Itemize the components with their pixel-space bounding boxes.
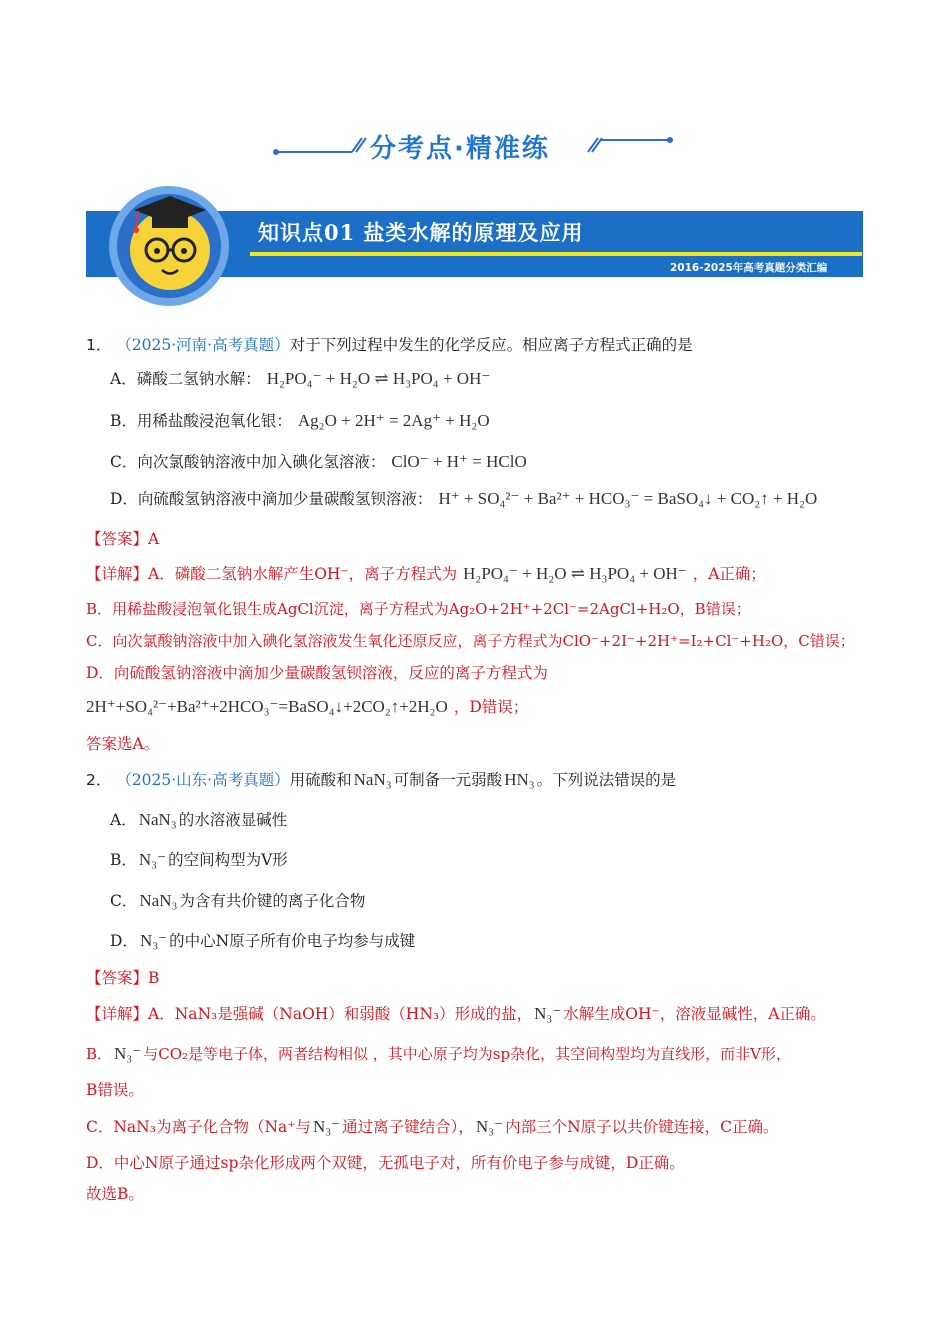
option-label: C．	[110, 892, 138, 910]
q1-conclusion: 答案选A。	[86, 735, 160, 753]
banner-title: 知识点01 盐类水解的原理及应用	[258, 220, 584, 245]
detail-text: 内部三个N原子以共价键连接，C正确。	[505, 1118, 779, 1136]
q2-option-b	[110, 849, 288, 871]
option-label: D．向硫酸氢钠溶液中滴加少量碳酸氢钡溶液：	[110, 490, 433, 508]
question-source: （2025·河南·高考真题）	[116, 336, 290, 354]
q1-option-b	[110, 410, 496, 432]
option-formula: NaN₃	[138, 810, 177, 829]
question-text: 用硫酸和	[289, 771, 352, 789]
q2-conclusion: 故选B。	[86, 1185, 144, 1203]
q1-answer: 【答案】A	[86, 530, 160, 548]
detail-text: ，D错误；	[453, 698, 529, 716]
option-formula: N₃⁻	[139, 931, 168, 950]
option-formula: N₃⁻	[138, 850, 167, 869]
q1-detail-a	[86, 563, 766, 585]
option-text: 的中心N原子所有价电子均参与成键	[169, 932, 416, 950]
detail-formula: H₂PO₄⁻ + H₂O ⇌ H₃PO₄ + OH⁻	[463, 564, 687, 583]
question-formula: NaN₃	[353, 770, 392, 789]
q1-option-d	[110, 488, 823, 510]
option-text: 的空间构型为V形	[168, 851, 288, 869]
question-number: 2．	[86, 771, 112, 789]
q2-answer: 【答案】B	[86, 969, 160, 987]
detail-formula: N₃⁻	[475, 1117, 504, 1136]
question-text: 可制备一元弱酸	[393, 771, 503, 789]
option-label: A．磷酸二氢钠水解：	[110, 370, 261, 388]
option-label: B．用稀盐酸浸泡氧化银：	[110, 412, 292, 430]
q2-option-a	[110, 809, 287, 831]
detail-text: 通过离子键结合），	[342, 1118, 474, 1136]
q2-detail-b	[86, 1043, 791, 1065]
option-text: 为含有共价键的离子化合物	[179, 892, 366, 910]
page-title: 分考点·精准练	[370, 134, 550, 164]
q2-detail-b-cont: B错误。	[86, 1081, 144, 1099]
option-text: 的水溶液显碱性	[178, 811, 288, 829]
detail-text: C．NaN₃为离子化合物（Na⁺与	[86, 1118, 311, 1136]
question-formula: HN₃	[504, 770, 535, 789]
detail-text: B．	[86, 1045, 113, 1063]
detail-formula: N₃⁻	[312, 1117, 341, 1136]
detail-text: 与CO₂是等电子体，两者结构相似 ，其中心原子均为sp杂化，其空间构型均为直线形，而非V形，	[143, 1045, 791, 1063]
question-source: （2025·山东·高考真题）	[116, 771, 290, 789]
option-label: D．	[110, 932, 138, 950]
q1-detail-c: C．向次氯酸钠溶液中加入碘化氢溶液发生氧化还原反应，离子方程式为ClO⁻+2I⁻+2H⁺=I₂+Cl⁻+H₂O，C错误；	[86, 632, 855, 650]
detail-text: 【详解】A．磷酸二氢钠水解产生OH⁻，离子方程式为	[86, 565, 458, 583]
q1-option-a	[110, 368, 496, 390]
detail-formula: 2H⁺+SO₄²⁻+Ba²⁺+2HCO₃⁻=BaSO₄↓+2CO₂↑+2H₂O	[86, 697, 448, 716]
option-formula: H₂PO₄⁻ + H₂O ⇌ H₃PO₄ + OH⁻	[266, 369, 491, 388]
detail-text: 水解生成OH⁻，溶液显碱性，A正确。	[563, 1005, 826, 1023]
q2-detail-c	[86, 1116, 779, 1138]
question-1-stem	[86, 334, 693, 356]
option-formula: H⁺ + SO₄²⁻ + Ba²⁺ + HCO₃⁻ = BaSO₄↓ + CO₂↑ + H₂O	[438, 489, 818, 508]
question-text: 。下列说法错误的是	[536, 771, 677, 789]
question-2-stem	[86, 769, 676, 791]
banner-subtitle: 2016-2025年高考真题分类汇编	[670, 262, 828, 274]
option-label: B．	[110, 851, 137, 869]
q2-detail-d: D．中心N原子通过sp杂化形成两个双键，无孤电子对，所有价电子参与成键，D正确。	[86, 1154, 685, 1172]
detail-formula: N₃⁻	[534, 1004, 562, 1023]
banner-underline	[250, 252, 862, 256]
option-formula: NaN₃	[139, 891, 178, 910]
option-label: A．	[110, 811, 137, 829]
q1-detail-d: D．向硫酸氢钠溶液中滴加少量碳酸氢钡溶液，反应的离子方程式为	[86, 664, 548, 682]
q2-option-d	[110, 930, 415, 952]
mascot-icon	[104, 180, 234, 308]
q1-detail-b: B．用稀盐酸浸泡氧化银生成AgCl沉淀，离子方程式为Ag₂O+2H⁺+2Cl⁻=2AgCl+H₂O，B错误；	[86, 600, 751, 618]
detail-formula: N₃⁻	[114, 1044, 142, 1063]
q2-detail-a	[86, 1003, 826, 1025]
detail-text: 【详解】A．NaN₃是强碱（NaOH）和弱酸（HN₃）形成的盐，	[86, 1005, 533, 1023]
option-formula: Ag₂O + 2H⁺ = 2Ag⁺ + H₂O	[297, 411, 490, 430]
detail-text: ，A正确；	[692, 565, 766, 583]
q2-option-c	[110, 890, 365, 912]
option-formula: ClO⁻ + H⁺ = HClO	[391, 452, 527, 471]
q1-detail-d-formula	[86, 696, 528, 718]
option-label: C．向次氯酸钠溶液中加入碘化氢溶液：	[110, 453, 386, 471]
question-text: 对于下列过程中发生的化学反应。相应离子方程式正确的是	[289, 336, 693, 354]
q1-option-c	[110, 451, 533, 473]
question-number: 1．	[86, 336, 112, 354]
